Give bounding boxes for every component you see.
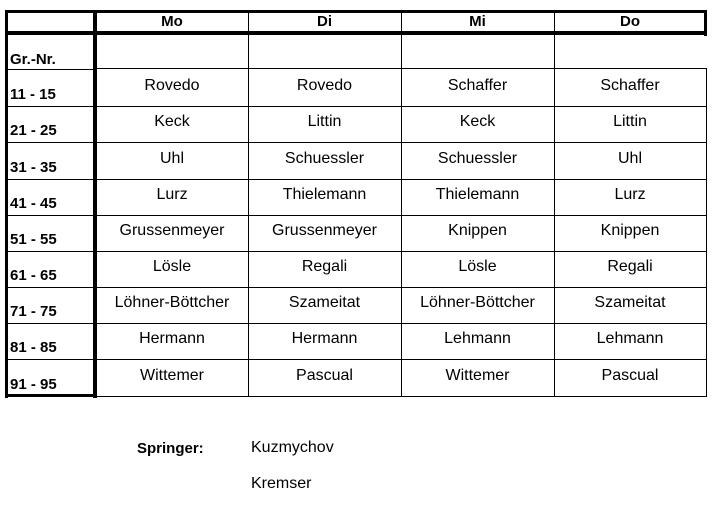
label-row-divider: [8, 69, 94, 70]
schedule-cell: Grussenmeyer: [119, 222, 225, 239]
group-number: 71 - 75: [10, 303, 57, 320]
schedule-cell: Szameitat: [594, 294, 666, 311]
schedule-cell: Lurz: [156, 186, 188, 203]
header-bottom-border: [5, 31, 707, 35]
schedule-cell: Lösle: [458, 258, 497, 275]
schedule-cell: Wittemer: [445, 366, 510, 384]
schedule-cell: Hermann: [291, 330, 358, 347]
schedule-cell: Löhner-Böttcher: [420, 294, 535, 311]
schedule-cell: Thielemann: [435, 186, 520, 203]
group-number-header: Gr.-Nr.: [10, 51, 56, 68]
springer-name: Kremser: [251, 475, 312, 492]
schedule-cell: Littin: [307, 113, 342, 130]
column-divider: [248, 12, 249, 396]
springer-name: Kuzmychov: [251, 439, 334, 456]
label-row-divider: [8, 251, 94, 252]
schedule-cell: Lurz: [614, 186, 646, 203]
schedule-cell: Schuessler: [437, 149, 518, 167]
column-divider: [554, 12, 555, 396]
group-number: 21 - 25: [10, 122, 57, 139]
schedule-cell: Grussenmeyer: [272, 222, 377, 239]
schedule-cell: Pascual: [296, 366, 353, 384]
day-header: Mo: [161, 13, 183, 30]
schedule-cell: Keck: [459, 113, 496, 130]
schedule-cell: Lehmann: [444, 330, 511, 347]
schedule-cell: Knippen: [600, 222, 660, 239]
schedule-cell: Knippen: [448, 222, 507, 239]
day-header: Di: [317, 13, 332, 30]
group-number: 41 - 45: [10, 195, 57, 212]
schedule-cell: Rovedo: [144, 76, 200, 94]
schedule-cell: Schaffer: [447, 76, 508, 94]
schedule-cell: Regali: [301, 258, 348, 275]
group-number: 81 - 85: [10, 339, 57, 356]
label-row-divider: [8, 215, 94, 216]
label-row-divider: [8, 323, 94, 324]
label-column-bottom-border: [5, 394, 97, 397]
day-header: Mi: [469, 13, 486, 30]
group-number: 61 - 65: [10, 267, 57, 284]
label-row-divider: [8, 106, 94, 107]
table-right-border: [706, 68, 707, 396]
schedule-cell: Szameitat: [288, 294, 361, 311]
schedule-cell: Pascual: [601, 366, 659, 384]
group-number: 11 - 15: [10, 86, 56, 103]
schedule-cell: Uhl: [617, 149, 642, 167]
table-top-border: [5, 10, 707, 13]
schedule-cell: Hermann: [139, 330, 205, 347]
row-divider: [96, 396, 707, 397]
day-header: Do: [620, 13, 640, 30]
schedule-cell: Schuessler: [284, 149, 365, 167]
group-number: 51 - 55: [10, 231, 57, 248]
schedule-cell: Thielemann: [282, 186, 367, 203]
schedule-cell: Littin: [613, 113, 647, 130]
schedule-cell: Schaffer: [600, 76, 660, 94]
schedule-cell: Uhl: [159, 149, 184, 167]
label-row-divider: [8, 179, 94, 180]
group-number: 31 - 35: [10, 159, 57, 176]
springer-label: Springer:: [137, 440, 204, 457]
label-row-divider: [8, 287, 94, 288]
header-right-border: [704, 10, 707, 36]
schedule-cell: Lösle: [152, 258, 192, 275]
label-row-divider: [8, 142, 94, 143]
schedule-cell: Wittemer: [140, 366, 204, 384]
schedule-cell: Regali: [607, 258, 653, 275]
column-divider: [401, 12, 402, 396]
schedule-cell: Rovedo: [296, 76, 353, 94]
label-row-divider: [8, 359, 94, 360]
schedule-cell: Keck: [154, 113, 190, 130]
schedule-cell: Löhner-Böttcher: [114, 294, 230, 311]
schedule-cell: Lehmann: [596, 330, 664, 347]
group-number: 91 - 95: [10, 376, 57, 393]
